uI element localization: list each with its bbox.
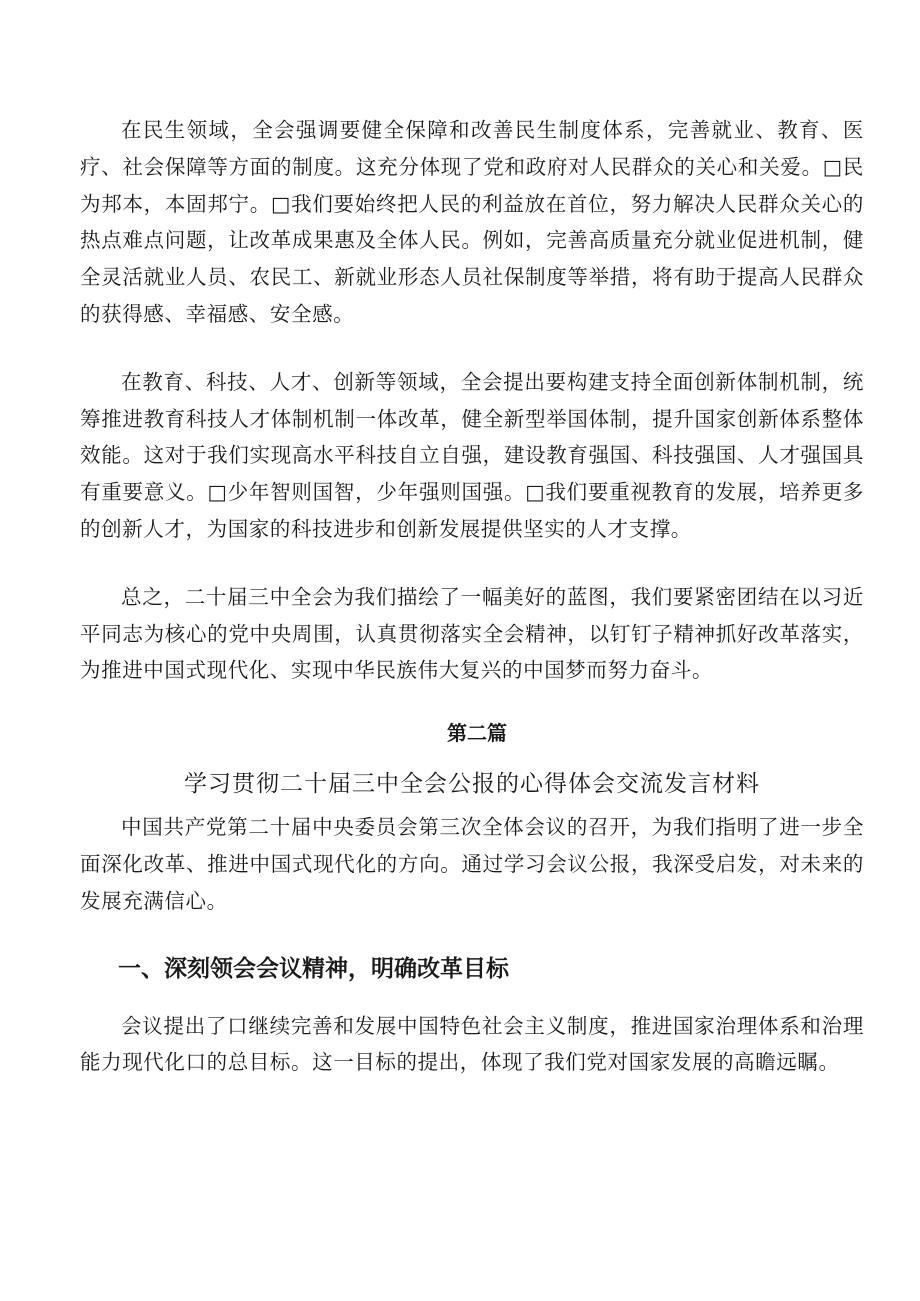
section-label: 第二篇 xyxy=(447,721,507,746)
body-paragraph: 在教育、科技、人才、创新等领域，全会提出要构建支持全面创新体制机制，统筹推进教育科技人才体制机制一体改革，健全新型举国体制，提升国家创新体系整体效能。这对于我们实现高水平科技自立自强，建设教育强国、科技强国、人才强国具有重要意义。□少年智则国智，少年强则国强。□我们要重视教育的发展，培养更多的创新人才，为国家的科技进步和创新发展提供坚实的人才支撑。 xyxy=(80,369,864,541)
document-title: 学习贯彻二十届三中全会公报的心得体会交流发言材料 xyxy=(184,771,760,798)
body-paragraph: 会议提出了口继续完善和发展中国特色社会主义制度，推进国家治理体系和治理能力现代化口的总目标。这一目标的提出，体现了我们党对国家发展的高瞻远瞩。 xyxy=(80,1013,864,1075)
body-paragraph: 在民生领域，全会强调要健全保障和改善民生制度体系，完善就业、教育、医疗、社会保障等方面的制度。这充分体现了党和政府对人民群众的关心和关爱。□民为邦本，本固邦宁。□我们要始终把人民的利益放在首位，努力解决人民群众关心的热点难点问题，让改革成果惠及全体人民。例如，完善高质量充分就业促进机制，健全灵活就业人员、农民工、新就业形态人员社保制度等举措，将有助于提高人民群众的获得感、幸福感、安全感。 xyxy=(80,118,864,326)
intro-paragraph: 中国共产党第二十届中央委员会第三次全体会议的召开，为我们指明了进一步全面深化改革、推进中国式现代化的方向。通过学习会议公报，我深受启发，对未来的发展充满信心。 xyxy=(80,815,864,913)
section-heading: 一、深刻领会会议精神，明确改革目标 xyxy=(118,955,509,982)
body-paragraph: 总之，二十届三中全会为我们描绘了一幅美好的蓝图，我们要紧密团结在以习近平同志为核心的党中央周围，认真贯彻落实全会精神，以钉钉子精神抓好改革落实，为推进中国式现代化、实现中华民族伟大复兴的中国梦而努力奋斗。 xyxy=(80,584,864,683)
